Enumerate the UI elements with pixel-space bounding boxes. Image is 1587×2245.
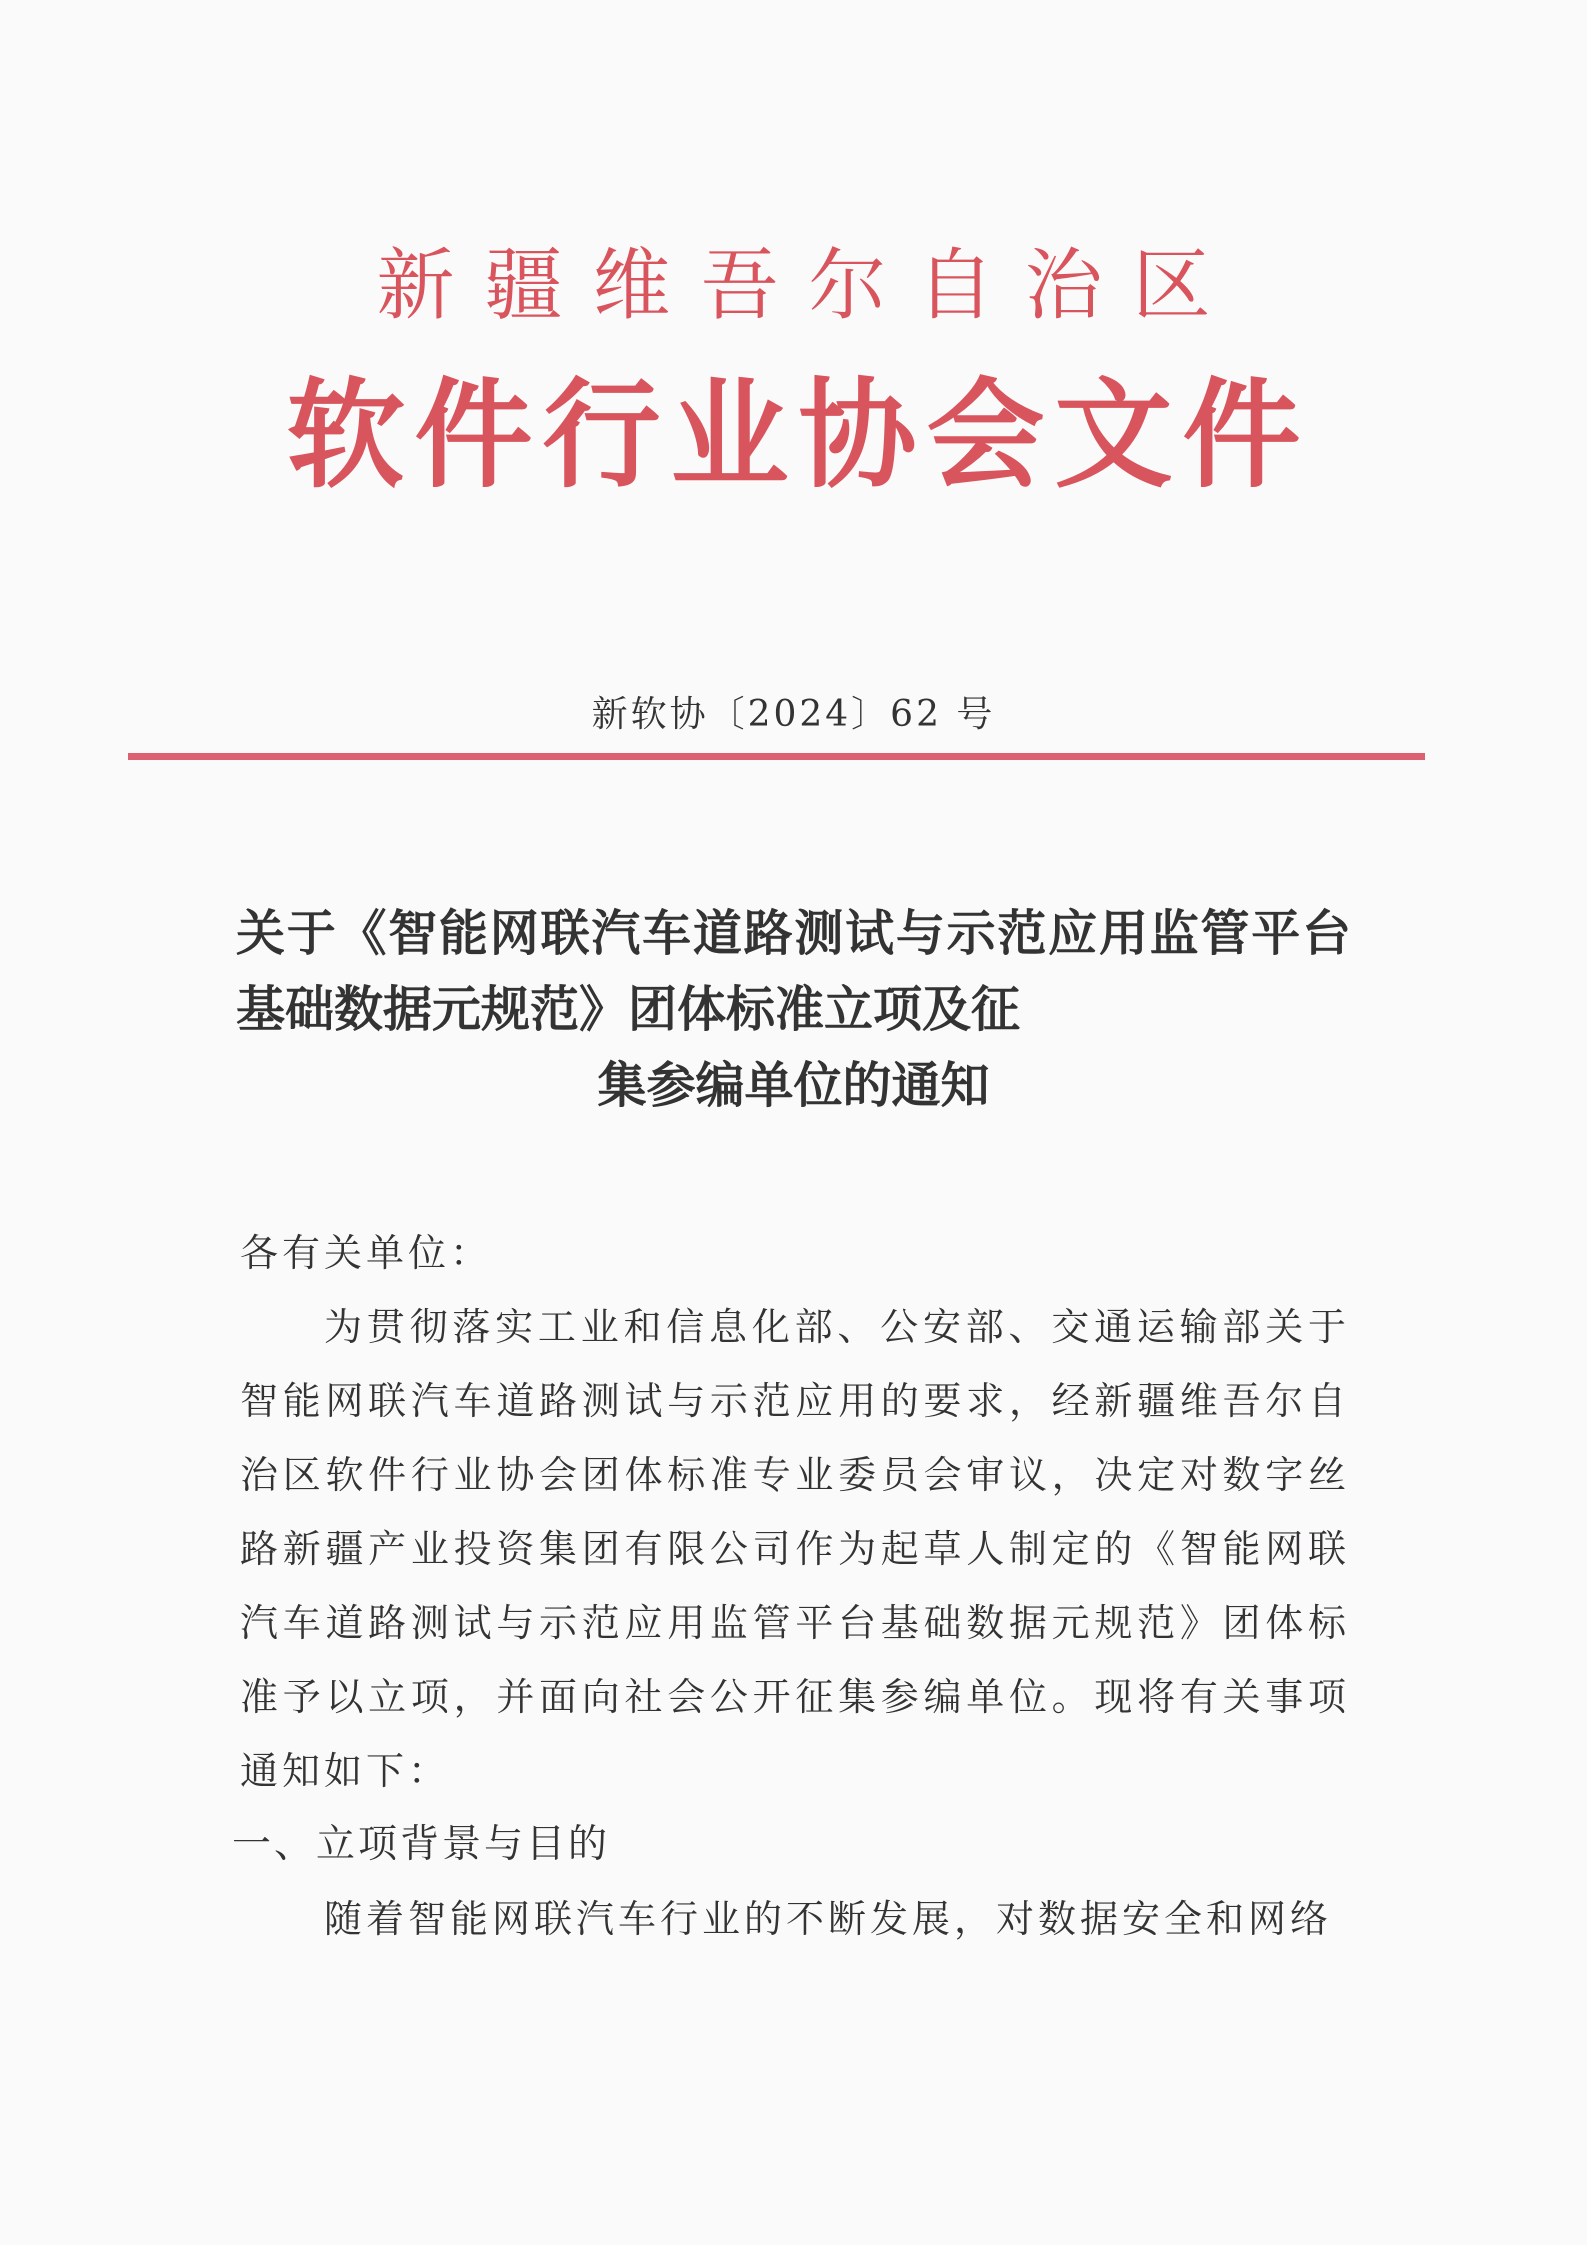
red-divider xyxy=(128,753,1425,760)
notice-title-last-line: 集参编单位的通知 xyxy=(597,1057,990,1114)
section-heading-background: 一、立项背景与目的 xyxy=(232,1822,611,1867)
masthead-title: 软件行业协会文件 xyxy=(286,366,1311,504)
masthead-region: 新疆维吾尔自治区 xyxy=(376,241,1241,331)
salutation: 各有关单位： xyxy=(240,1231,493,1275)
notice-title-main: 关于《智能网联汽车道路测试与示范应用监管平台基础数据元规范》团体标准立项及征 xyxy=(236,905,1351,1038)
document-number: 新软协〔2024〕62 号 xyxy=(591,694,996,735)
paragraph-intro: 为贯彻落实工业和信息化部、公安部、交通运输部关于智能网联汽车道路测试与示范应用的要求，经新疆维吾尔自治区软件行业协会团体标准专业委员会审议，决定对数字丝路新疆产业投资集团有限公司作为起草人制定的《智能网联汽车道路测试与示范应用监管平台基础数据元规范》团体标准予以立项，并面向社会公开征集参编单位。现将有关事项通知如下： xyxy=(240,1305,1350,1793)
notice-title xyxy=(236,896,1351,1124)
paragraph-background: 随着智能网联汽车行业的不断发展，对数据安全和网络 xyxy=(324,1897,1333,1941)
